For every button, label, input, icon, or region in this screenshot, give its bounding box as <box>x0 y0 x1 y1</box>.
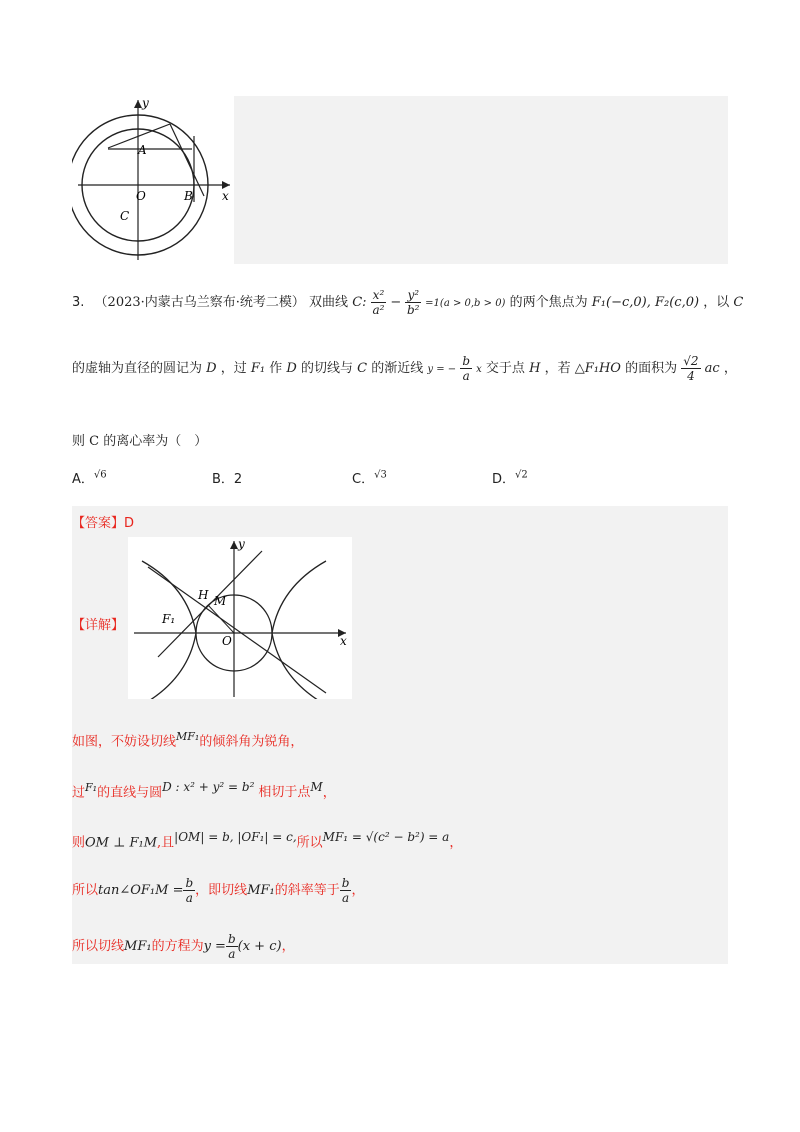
label-x: x <box>340 634 347 648</box>
hyperbola-name: C: <box>352 295 367 310</box>
q-text-end: ， <box>723 361 737 376</box>
label-A: A <box>138 143 147 157</box>
choice-a[interactable]: A．$^{√6}$ <box>72 469 107 487</box>
asymptote-line <box>148 567 326 693</box>
f1-letter: F₁ <box>250 361 266 376</box>
c-letter: C <box>733 295 744 310</box>
answer-figure <box>128 537 352 699</box>
label-F1: F₁ <box>162 612 176 626</box>
q-text-e: 的渐近线 <box>371 361 424 376</box>
q-text-c: 作 <box>269 361 283 376</box>
frac-area: $\frac{√2}{4}$ <box>683 354 699 383</box>
top-figure <box>72 96 234 264</box>
y-axis-arrow <box>134 100 142 108</box>
choice-c[interactable]: C．$^{√3}$ <box>352 469 387 487</box>
q-text-g: ，若 <box>544 361 571 376</box>
choice-b[interactable]: B．2 <box>212 472 243 487</box>
label-H: H <box>198 588 209 602</box>
comma: ，以 <box>703 295 730 310</box>
hyperbola-right-branch <box>272 561 326 699</box>
d-letter-2: D <box>286 361 297 376</box>
label-C: C <box>120 209 130 223</box>
d-letter: D <box>206 361 217 376</box>
c-letter-2: C <box>357 361 368 376</box>
solution-line-3: 则OM ⊥ F₁M,且|OM| = b, |OF₁| = c,所以MF₁ = √(c² − b²) = a， <box>72 830 463 851</box>
om-segment <box>208 605 234 633</box>
q-text-a: 的虚轴为直径的圆记为 <box>72 361 203 376</box>
q-text-d: 的切线与 <box>301 361 354 376</box>
triangle: △F₁HO <box>574 361 621 376</box>
label-B: B <box>184 189 193 203</box>
area-ac: ac <box>704 361 720 376</box>
question-number: 3. <box>72 295 85 310</box>
label-O: O <box>136 189 146 203</box>
label-y: y <box>238 537 245 551</box>
detail-tag: 【详解】 <box>72 618 125 633</box>
label-x: x <box>222 189 229 203</box>
circles-diagram <box>72 96 234 264</box>
asymptote: y = − <box>427 364 457 375</box>
answer-tag: 【答案】 <box>72 516 125 531</box>
frac-b-a: $\frac{b}{a}$ <box>462 354 470 383</box>
question-intro: 双曲线 <box>309 295 349 310</box>
label-y: y <box>142 96 149 110</box>
h-letter: H <box>529 361 541 376</box>
question-line-3: 则 C 的离心率为（ ） <box>72 434 208 449</box>
hyperbola-diagram <box>128 537 352 699</box>
frac-y2b2: $\frac{\text{y²}}{\text{b²}}$ <box>406 288 420 317</box>
y-axis-arrow <box>230 541 238 549</box>
tangent-line <box>158 551 262 657</box>
question-line-2 <box>72 354 737 383</box>
label-M: M <box>214 594 227 608</box>
foci: F₁(−c,0), F₂(c,0) <box>591 295 700 310</box>
solution-line-4: 所以tan∠OF₁M = $\frac{b}{a}$ ，即切线MF₁的斜率等于 $\frac{b}{a}$ ， <box>72 876 365 905</box>
choice-d[interactable]: D．$^{√2}$ <box>492 469 528 487</box>
x-axis-arrow <box>222 181 230 189</box>
label-O: O <box>222 634 232 648</box>
asymptote-x: x <box>476 364 482 375</box>
answer-line <box>72 512 134 531</box>
hyperbola-cond: =1(a > 0,b > 0) <box>425 298 506 309</box>
answer-value: D <box>124 516 135 531</box>
q-text-f: 交于点 <box>485 361 525 376</box>
frac-x2a2: $\frac{\text{x²}}{\text{a²}}$ <box>372 288 385 317</box>
question-line-1: 3. （2023·内蒙古乌兰察布·统考二模） 双曲线 C: $\frac{\text{x²}}{\text{a²}}$ − $\frac{\text{y²}}{\text{b²}}$ =1(a > 0,b > 0) 的两个焦点为 F₁(−c,0), F₂(c,0) ，以 C <box>72 288 744 317</box>
solution-line-5: 所以切线MF₁的方程为y = $\frac{b}{a}$ (x + c)， <box>72 932 295 961</box>
foci-text: 的两个焦点为 <box>509 295 588 310</box>
solution-line-2: 过$^{F_1}$的直线与圆D : x² + y² = b² 相切于点M， <box>72 780 336 801</box>
q-text-h: 的面积为 <box>625 361 678 376</box>
solution-line-1: 如图，不妨设切线$^{MF_1}$的倾斜角为锐角， <box>72 730 304 750</box>
question-source: （2023·内蒙古乌兰察布·统考二模） <box>94 295 305 310</box>
q-text-b: ，过 <box>220 361 247 376</box>
